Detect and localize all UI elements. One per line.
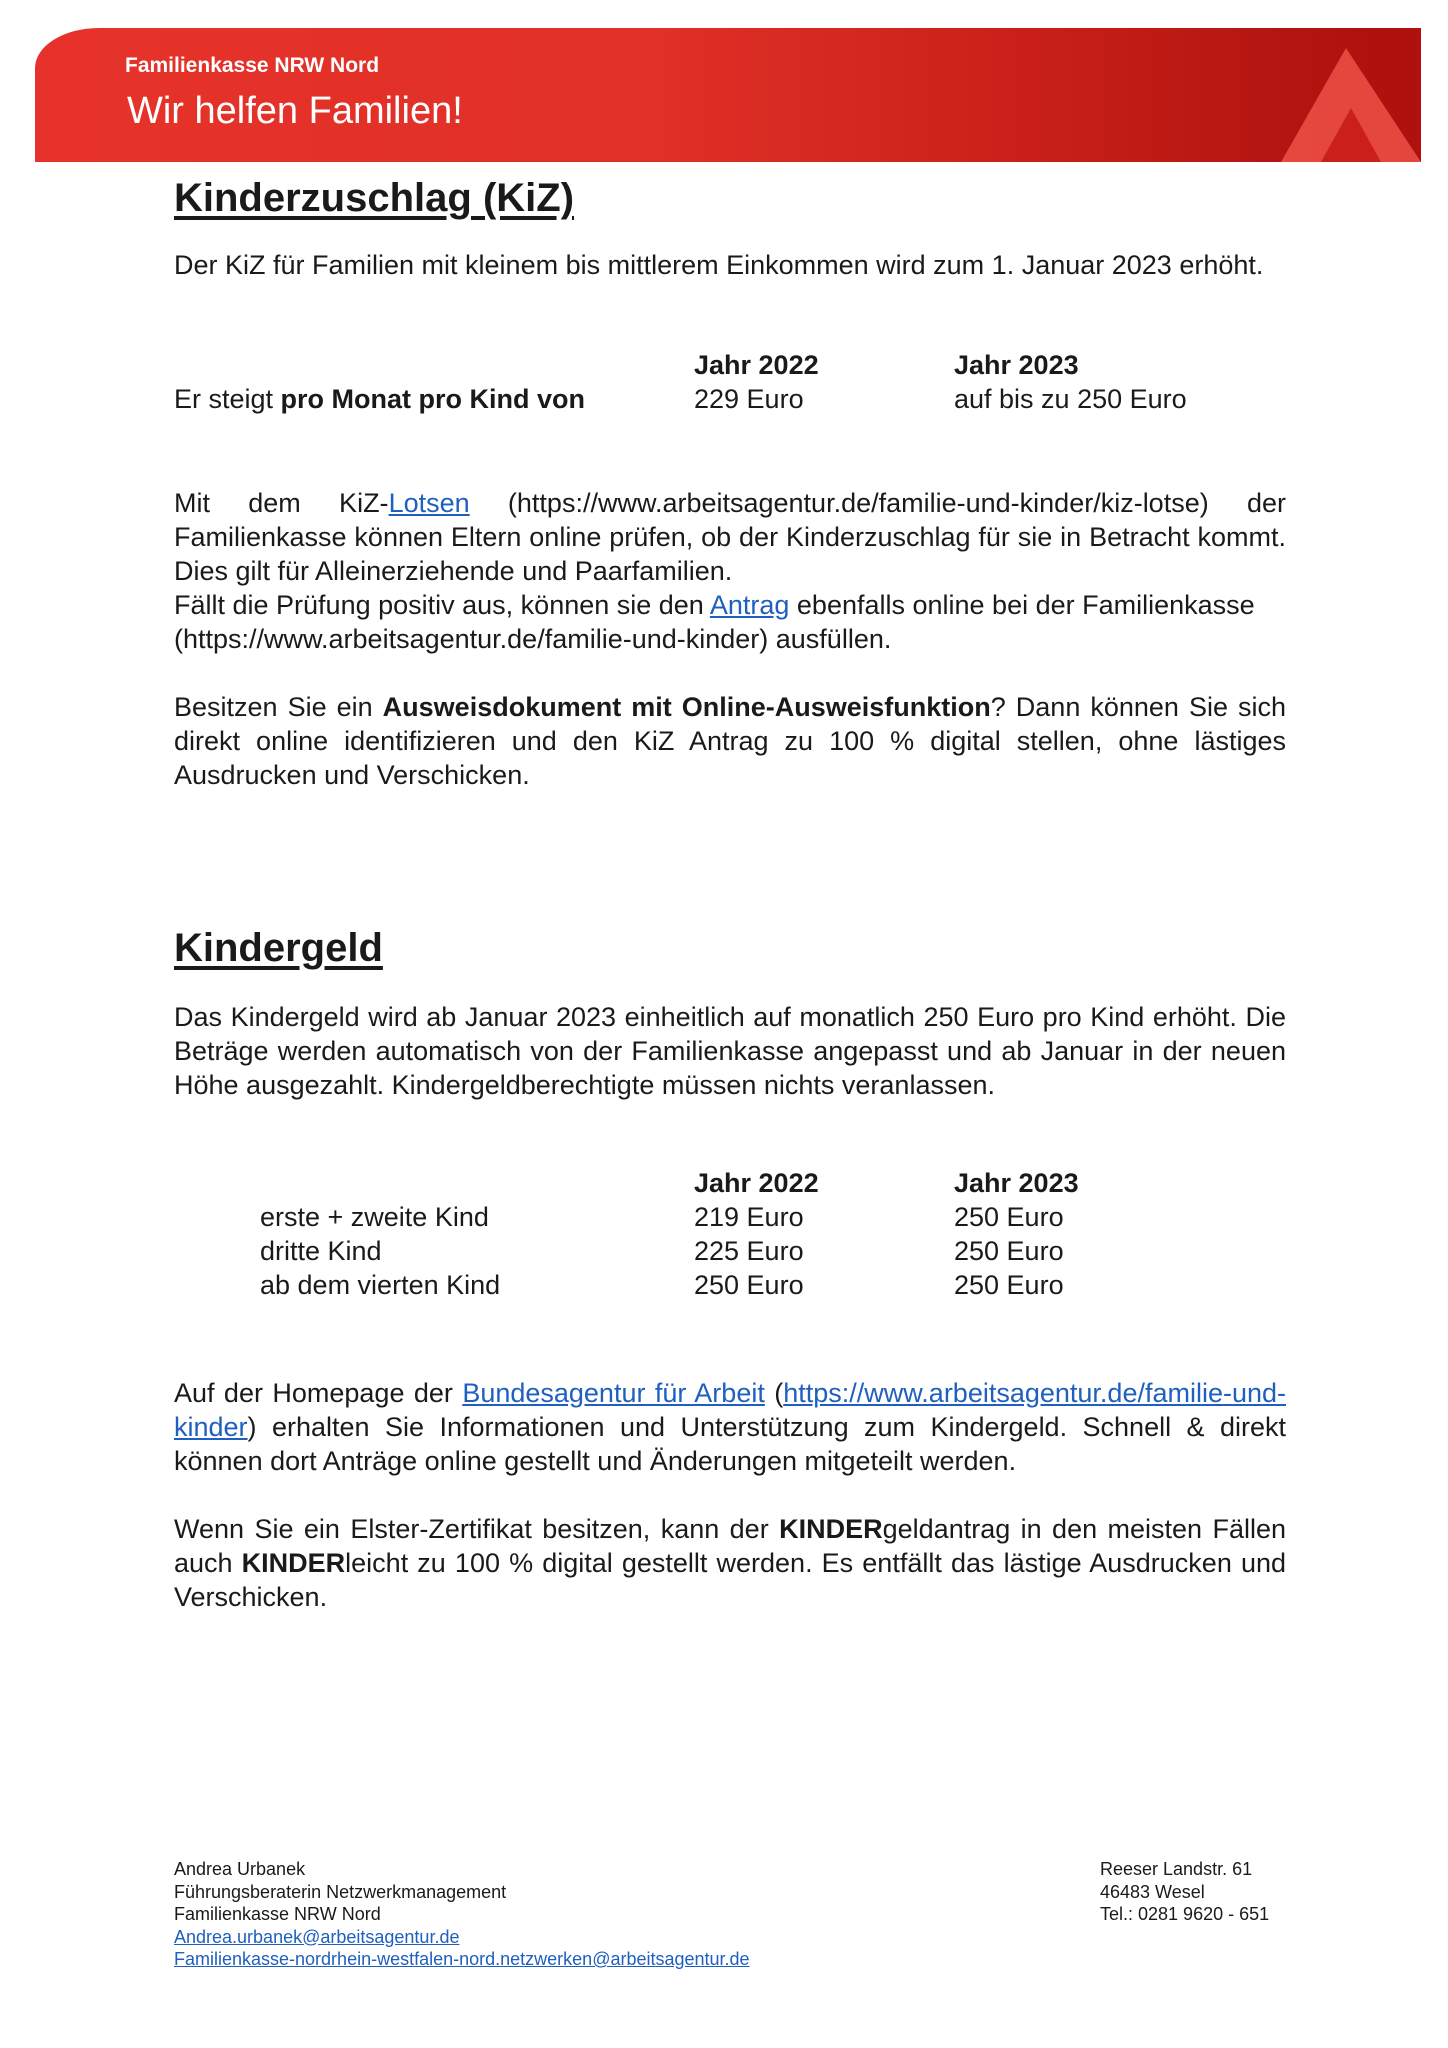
text: Auf der Homepage der	[174, 1378, 463, 1408]
kg-col-2022: Jahr 2022	[694, 1168, 819, 1198]
kiz-intro: Der KiZ für Familien mit kleinem bis mittlerem Einkommen wird zum 1. Januar 2023 erhöht.	[174, 250, 1264, 280]
footer-role: Führungsberaterin Netzwerkmanagement	[174, 1881, 507, 1902]
kg-url-link[interactable]: https://www.arbeitsagentur.de/familie-und-kinder	[174, 1378, 1287, 1442]
text: Wenn Sie ein Elster-Zertifikat besitzen, kann der	[174, 1514, 780, 1544]
kiz-ausweis-block	[174, 690, 1286, 792]
org-name: Familienkasse NRW Nord	[125, 54, 380, 77]
kg-row-2023: 250 Euro	[954, 1270, 1064, 1300]
footer-street: Reeser Landstr. 61	[1100, 1859, 1253, 1879]
kiz-table	[174, 348, 1286, 418]
text: Mit dem KiZ-	[174, 488, 389, 518]
text: leicht zu 100 % digital gestellt werden. Es entfällt das lästige Ausdrucken und Verschicken.	[174, 1548, 1286, 1612]
kg-elster-block	[174, 1512, 1286, 1614]
kiz-row-label	[174, 382, 585, 416]
ba-triangle-logo-icon	[1221, 28, 1421, 162]
footer-phone: Tel.: 0281 9620 - 651	[1100, 1904, 1270, 1924]
kg-title: Kindergeld	[174, 926, 383, 970]
footer-org: Familienkasse NRW Nord	[174, 1904, 381, 1924]
text: (https://www.arbeitsagentur.de/familie-und-kinder/kiz-lotse) der Familienkasse können Eltern online prüfen, ob der Kinderzuschlag für sie in Betracht kommt. Dies gilt für Alleinerziehende und Paarfamilien.	[174, 488, 1287, 586]
kiz-col-2023: Jahr 2023	[954, 350, 1079, 380]
lotsen-link[interactable]: Lotsen	[388, 488, 470, 518]
kg-row-label: erste + zweite Kind	[260, 1202, 489, 1232]
antrag-link[interactable]: Antrag	[709, 590, 790, 620]
kiz-antrag-para	[174, 588, 1286, 656]
kg-row-2023: 250 Euro	[954, 1202, 1064, 1232]
kiz-intro-block	[174, 248, 1286, 282]
kg-intro: Das Kindergeld wird ab Januar 2023 einheitlich auf monatlich 250 Euro pro Kind erhöht. Die Beträge werden automatisch von der Familienkasse angepasst und ab Januar in der neuen Höhe ausgezahlt. Kindergeldberechtigte müssen nichts veranlassen.	[174, 1002, 1286, 1100]
text: geldantrag in den meisten Fällen auch	[174, 1514, 1286, 1578]
footer-name: Andrea Urbanek	[174, 1859, 306, 1879]
footer-email-personal[interactable]: Andrea.urbanek@arbeitsagentur.de	[174, 1926, 460, 1947]
kg-row-2022: 250 Euro	[694, 1270, 804, 1300]
kg-row-label: dritte Kind	[260, 1236, 382, 1266]
kg-homepage-block	[174, 1376, 1286, 1478]
kg-row-2023: 250 Euro	[954, 1236, 1064, 1266]
bold-text: Ausweisdokument mit Online-Ausweisfunktion	[382, 692, 991, 722]
kg-col-2023: Jahr 2023	[954, 1168, 1079, 1198]
kiz-col-2022: Jahr 2022	[694, 350, 819, 380]
ba-link[interactable]: Bundesagentur für Arbeit	[462, 1378, 765, 1408]
text: Fällt die Prüfung positiv aus, können sie den	[174, 590, 710, 620]
text: ebenfalls online bei der Familienkasse (https://www.arbeitsagentur.de/familie-und-kinder) ausfüllen.	[174, 590, 1255, 654]
kg-homepage-para	[174, 1376, 1286, 1478]
kiz-lotse-block	[174, 486, 1286, 656]
text: ) erhalten Sie Informationen und Unterstützung zum Kindergeld. Schnell & direkt können dort Anträge online gestellt und Änderungen mitgeteilt werden.	[174, 1412, 1286, 1476]
kg-row-2022: 219 Euro	[694, 1202, 804, 1232]
text: ? Dann können Sie sich direkt online identifizieren und den KiZ Antrag zu 100 % digital stellen, ohne lästiges Ausdrucken und Verschicken.	[174, 692, 1287, 790]
kiz-section	[174, 176, 1286, 221]
footer-contact	[174, 1858, 750, 1971]
footer-email-team[interactable]: Familienkasse-nordrhein-westfalen-nord.netzwerken@arbeitsagentur.de	[174, 1949, 750, 1969]
kiz-row-prefix: Er steigt	[174, 384, 281, 414]
text: (	[764, 1378, 784, 1408]
kiz-value-2023: auf bis zu 250 Euro	[954, 384, 1187, 414]
kiz-ausweis-para	[174, 690, 1286, 792]
footer-address	[1100, 1858, 1269, 1926]
kg-intro-block	[174, 1000, 1286, 1102]
kiz-title: Kinderzuschlag (KiZ)	[174, 176, 575, 220]
footer-city: 46483 Wesel	[1100, 1881, 1205, 1902]
bold-text: KINDER	[241, 1548, 346, 1578]
kg-row-label: ab dem vierten Kind	[260, 1270, 501, 1300]
kg-table	[174, 1166, 1286, 1306]
header-banner	[35, 28, 1421, 162]
text: Besitzen Sie ein	[174, 692, 383, 722]
kiz-value-2022: 229 Euro	[694, 384, 804, 414]
kiz-row-bold: pro Monat pro Kind von	[280, 384, 586, 414]
kiz-lotse-para	[174, 486, 1286, 588]
kg-elster-para	[174, 1512, 1286, 1614]
bold-text: KINDER	[779, 1514, 883, 1544]
kg-row-2022: 225 Euro	[694, 1236, 804, 1266]
slogan: Wir helfen Familien!	[127, 90, 463, 132]
kg-section	[174, 926, 1286, 971]
